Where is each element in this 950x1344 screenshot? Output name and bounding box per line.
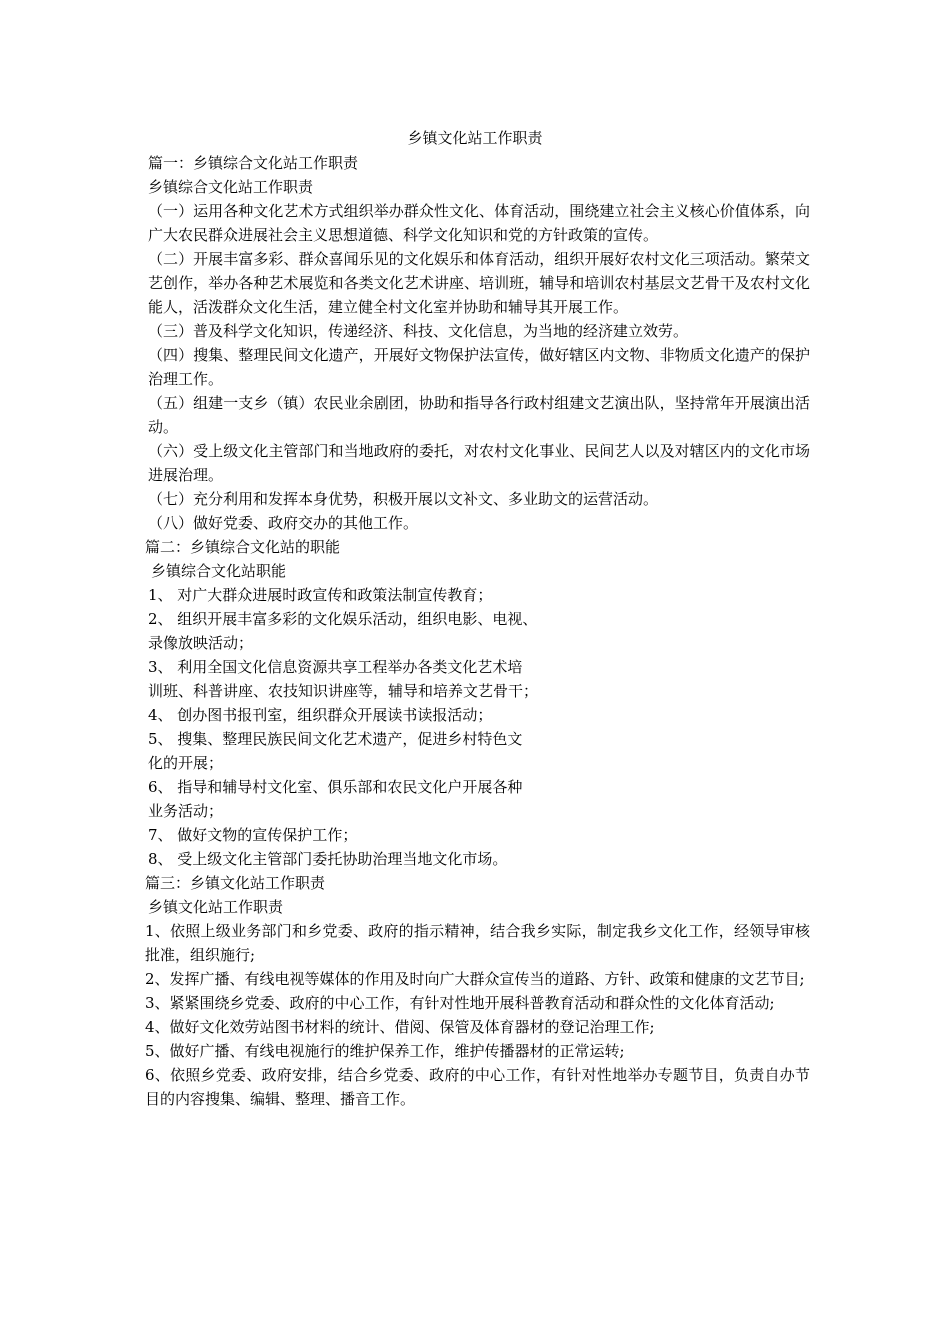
list-item-continued: 录像放映活动； [148,634,254,652]
list-item: 6、依照乡党委、政府安排，结合乡党委、政府的中心工作，有针对性地举办专题节目，负责自办节目的内容搜集、编辑、整理、播音工作。 [145,1066,810,1108]
paragraph: （七）充分利用和发挥本身优势，积极开展以文补文、多业助文的运营活动。 [148,490,659,508]
paragraph: （四）搜集、整理民间文化遗产，开展好文物保护法宣传，做好辖区内文物、非物质文化遗产的保护治理工作。 [148,346,810,388]
list-item: 3、 利用全国文化信息资源共享工程举办各类文化艺术培 [148,658,523,676]
subheading-3: 乡镇文化站工作职责 [148,898,284,916]
subheading-1: 乡镇综合文化站工作职责 [148,178,314,196]
paragraph: （一）运用各种文化艺术方式组织举办群众性文化、体育活动，围绕建立社会主义核心价值体系，向广大农民群众进展社会主义思想道德、科学文化知识和党的方针政策的宣传。 [148,202,810,244]
paragraph: （八）做好党委、政府交办的其他工作。 [148,514,419,532]
list-item: 2、 组织开展丰富多彩的文化娱乐活动，组织电影、电视、 [148,610,538,628]
list-item: 3、紧紧围绕乡党委、政府的中心工作，有针对性地开展科普教育活动和群众性的文化体育活动; [145,994,775,1012]
list-item: 7、 做好文物的宣传保护工作； [148,826,358,844]
list-item: 1、依照上级业务部门和乡党委、政府的指示精神，结合我乡实际，制定我乡文化工作，经领导审核批准，组织施行; [145,922,810,964]
subheading-2: 乡镇综合文化站职能 [151,562,287,580]
list-item: 2、发挥广播、有线电视等媒体的作用及时向广大群众宣传当的道路、方针、政策和健康的文艺节目; [145,970,805,988]
list-item: 8、 受上级文化主管部门委托协助治理当地文化市场。 [148,850,508,868]
paragraph: （六）受上级文化主管部门和当地政府的委托，对农村文化事业、民间艺人以及对辖区内的文化市场进展治理。 [148,442,810,484]
document-body [145,151,810,1111]
list-item: 1、 对广大群众进展时政宣传和政策法制宣传教育； [148,586,493,604]
document-title: 乡镇文化站工作职责 [407,129,543,147]
section-heading-2: 篇二：乡镇综合文化站的职能 [145,538,341,556]
list-item: 6、 指导和辅导村文化室、俱乐部和农民文化户开展各种 [148,778,523,796]
list-item: 5、 搜集、整理民族民间文化艺术遗产，促进乡村特色文 [148,730,523,748]
list-item-continued: 业务活动； [148,802,224,820]
section-heading-1: 篇一：乡镇综合文化站工作职责 [148,154,359,172]
paragraph: （五）组建一支乡（镇）农民业余剧团，协助和指导各行政村组建文艺演出队，坚持常年开展演出活动。 [148,394,810,436]
list-item: 5、做好广播、有线电视施行的维护保养工作，维护传播器材的正常运转; [145,1042,625,1060]
section-heading-3: 篇三：乡镇文化站工作职责 [145,874,326,892]
list-item: 4、 创办图书报刊室，组织群众开展读书读报活动； [148,706,493,724]
paragraph: （二）开展丰富多彩、群众喜闻乐见的文化娱乐和体育活动，组织开展好农村文化三项活动。繁荣文艺创作，举办各种艺术展览和各类文化艺术讲座、培训班，辅导和培训农村基层文艺骨干及农村文化能人，活泼群众文化生活，建立健全村文化室并协助和辅导其开展工作。 [148,250,810,316]
list-item: 4、做好文化效劳站图书材料的统计、借阅、保管及体育器材的登记治理工作; [145,1018,655,1036]
list-item-continued: 化的开展； [148,754,224,772]
list-item-continued: 训班、科普讲座、农技知识讲座等，辅导和培养文艺骨干； [148,682,539,700]
paragraph: （三）普及科学文化知识，传递经济、科技、文化信息，为当地的经济建立效劳。 [148,322,689,340]
